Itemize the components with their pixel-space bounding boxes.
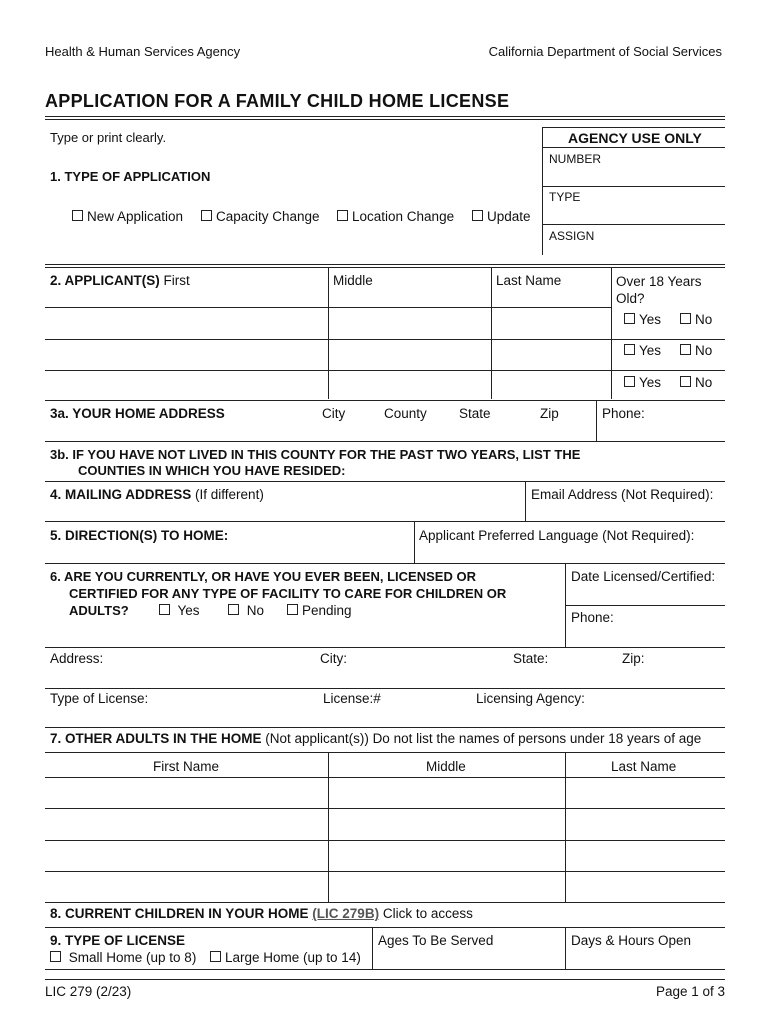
home-state-label: State bbox=[459, 406, 491, 421]
applicant-2-middle[interactable] bbox=[330, 341, 489, 368]
department-name: California Department of Social Services bbox=[488, 44, 722, 59]
over18-header: Over 18 Years Old? bbox=[616, 274, 702, 306]
section-1-label: 1. TYPE OF APPLICATION bbox=[50, 169, 211, 184]
rule-s2-top bbox=[45, 264, 725, 265]
rule-s5-top bbox=[45, 521, 725, 522]
s6-address-label: Address: bbox=[50, 651, 104, 666]
home-county-label: County bbox=[384, 406, 427, 421]
agency-number-field[interactable] bbox=[543, 168, 725, 185]
applicant-2-first[interactable] bbox=[46, 341, 326, 368]
page-number: Page 1 of 3 bbox=[655, 984, 725, 999]
s2-col-1 bbox=[328, 268, 329, 399]
section-5-label: 5. DIRECTION(S) TO HOME: bbox=[50, 528, 229, 543]
rule-3b-top bbox=[45, 441, 725, 442]
mailing-address-field[interactable] bbox=[46, 503, 523, 519]
agency-number-rule bbox=[542, 186, 725, 187]
checkbox[interactable] bbox=[337, 210, 348, 221]
section-3a-label: 3a. YOUR HOME ADDRESS bbox=[50, 406, 225, 421]
section-4-label: 4. MAILING ADDRESS (If different) bbox=[50, 487, 264, 502]
language-field[interactable] bbox=[416, 545, 724, 561]
rule-footer bbox=[45, 979, 725, 980]
rule-bottom bbox=[45, 969, 725, 970]
s6-state-label: State: bbox=[513, 651, 549, 666]
applicant-1-first[interactable] bbox=[46, 309, 326, 337]
adult-4-first[interactable] bbox=[46, 873, 326, 900]
s6-date-rule bbox=[565, 605, 725, 606]
s2-row-2 bbox=[45, 339, 725, 340]
s7-col-1 bbox=[328, 752, 329, 902]
agency-type-rule bbox=[542, 224, 725, 225]
s6-address-field[interactable] bbox=[46, 668, 724, 686]
lic-279b-link[interactable]: (LIC 279B) bbox=[312, 906, 380, 921]
s6-pending[interactable]: Pending bbox=[287, 603, 352, 618]
applicant-3-yes[interactable]: Yes bbox=[624, 375, 661, 390]
s7-row-1 bbox=[45, 777, 725, 778]
applicant-3-middle[interactable] bbox=[330, 372, 489, 398]
option-capacity-change[interactable]: Capacity Change bbox=[201, 209, 320, 224]
s7-last-header: Last Name bbox=[611, 759, 677, 774]
section-2-label: 2. APPLICANT(S) First bbox=[50, 273, 190, 288]
adult-3-first[interactable] bbox=[46, 842, 326, 869]
licensing-agency-label: Licensing Agency: bbox=[476, 691, 585, 706]
section-3b-line1: 3b. IF YOU HAVE NOT LIVED IN THIS COUNTY FOR THE PAST TWO YEARS, LIST THE bbox=[50, 447, 581, 462]
s2-col-2 bbox=[491, 268, 492, 399]
agency-assign-field[interactable] bbox=[543, 244, 725, 258]
s7-first-header: First Name bbox=[153, 759, 220, 774]
title-rule-2 bbox=[45, 119, 725, 120]
s6-city-label: City: bbox=[320, 651, 347, 666]
type-of-license-label: Type of License: bbox=[50, 691, 149, 706]
date-licensed-label: Date Licensed/Certified: bbox=[571, 569, 716, 584]
s6-license-field[interactable] bbox=[46, 708, 724, 726]
agency-assign-label: ASSIGN bbox=[549, 229, 595, 243]
s6-zip-label: Zip: bbox=[622, 651, 645, 666]
directions-field[interactable] bbox=[46, 545, 412, 561]
adult-2-middle[interactable] bbox=[330, 810, 563, 838]
checkbox[interactable] bbox=[680, 313, 691, 324]
option-update[interactable]: Update bbox=[472, 209, 531, 224]
checkbox[interactable] bbox=[680, 344, 691, 355]
checkbox[interactable] bbox=[287, 604, 298, 615]
adult-2-first[interactable] bbox=[46, 810, 326, 838]
applicant-1-last[interactable] bbox=[493, 309, 609, 337]
s2-row-1 bbox=[45, 307, 611, 308]
small-home-option[interactable]: Small Home (up to 8) bbox=[50, 950, 196, 965]
applicant-middle-header: Middle bbox=[333, 273, 373, 288]
agency-box-top bbox=[542, 127, 725, 128]
checkbox[interactable] bbox=[210, 951, 221, 962]
email-field[interactable] bbox=[527, 503, 724, 519]
applicant-2-yes[interactable]: Yes bbox=[624, 343, 661, 358]
checkbox[interactable] bbox=[680, 376, 691, 387]
section-8-label: 8. CURRENT CHILDREN IN YOUR HOME (LIC 279B) Click to access bbox=[50, 906, 473, 921]
s7-middle-header: Middle bbox=[426, 759, 466, 774]
agency-use-title: AGENCY USE ONLY bbox=[568, 130, 702, 146]
s9-col-2 bbox=[565, 927, 566, 969]
license-number-label: License:# bbox=[323, 691, 381, 706]
adult-1-last[interactable] bbox=[567, 779, 724, 806]
section-7-label: 7. OTHER ADULTS IN THE HOME (Not applicant(s)) Do not list the names of persons under 18 years of age bbox=[50, 731, 702, 746]
s4-col bbox=[525, 481, 526, 521]
adult-3-last[interactable] bbox=[567, 842, 724, 869]
rule-s6-address bbox=[45, 647, 725, 648]
agency-number-label: NUMBER bbox=[549, 152, 602, 166]
adult-4-last[interactable] bbox=[567, 873, 724, 900]
adult-3-middle[interactable] bbox=[330, 842, 563, 869]
applicant-3-first[interactable] bbox=[46, 372, 326, 398]
checkbox[interactable] bbox=[472, 210, 483, 221]
s2-row-4 bbox=[45, 400, 725, 401]
rule-s6-top bbox=[45, 563, 725, 564]
checkbox[interactable] bbox=[624, 313, 635, 324]
email-label: Email Address (Not Required): bbox=[531, 487, 714, 502]
days-hours-field[interactable] bbox=[567, 950, 724, 967]
s6-phone-field[interactable] bbox=[567, 627, 724, 645]
option-location-change[interactable]: Location Change bbox=[337, 209, 454, 224]
home-zip-label: Zip bbox=[540, 406, 559, 421]
applicant-2-last[interactable] bbox=[493, 341, 609, 368]
checkbox[interactable] bbox=[50, 951, 61, 962]
s6-no[interactable]: No bbox=[228, 603, 264, 618]
rule-s9-top bbox=[45, 927, 725, 928]
home-address-field[interactable] bbox=[46, 422, 594, 439]
date-licensed-field[interactable] bbox=[567, 586, 724, 603]
s2-row-3 bbox=[45, 370, 725, 371]
applicant-last-header: Last Name bbox=[496, 273, 562, 288]
s6-phone-label: Phone: bbox=[571, 610, 614, 625]
applicant-1-middle[interactable] bbox=[330, 309, 489, 337]
ages-served-label: Ages To Be Served bbox=[378, 933, 494, 948]
form-title: APPLICATION FOR A FAMILY CHILD HOME LICENSE bbox=[45, 91, 510, 111]
s7-row-5 bbox=[45, 902, 725, 903]
applicant-3-no[interactable]: No bbox=[680, 375, 712, 390]
agency-type-field[interactable] bbox=[543, 206, 725, 223]
large-home-option[interactable]: Large Home (up to 14) bbox=[210, 950, 361, 965]
applicant-2-no[interactable]: No bbox=[680, 343, 712, 358]
ages-served-field[interactable] bbox=[374, 950, 563, 967]
rule-s7-top bbox=[45, 727, 725, 728]
checkbox[interactable] bbox=[624, 376, 635, 387]
form-number: LIC 279 (2/23) bbox=[45, 984, 132, 999]
rule-s2-top-2 bbox=[45, 267, 725, 268]
s9-col-1 bbox=[372, 927, 373, 969]
s7-row-3 bbox=[45, 840, 725, 841]
title-rule bbox=[45, 116, 725, 117]
applicant-1-yes[interactable]: Yes bbox=[624, 312, 661, 327]
agency-name: Health & Human Services Agency bbox=[45, 44, 241, 59]
agency-box-title-rule bbox=[542, 147, 725, 148]
home-phone-field[interactable] bbox=[598, 422, 724, 439]
s5-col bbox=[414, 521, 415, 563]
checkbox[interactable] bbox=[624, 344, 635, 355]
instruction: Type or print clearly. bbox=[50, 130, 167, 145]
adult-1-middle[interactable] bbox=[330, 779, 563, 806]
agency-type-label: TYPE bbox=[549, 190, 581, 204]
checkbox[interactable] bbox=[201, 210, 212, 221]
adult-2-last[interactable] bbox=[567, 810, 724, 838]
checkbox[interactable] bbox=[72, 210, 83, 221]
section-6-line1: 6. ARE YOU CURRENTLY, OR HAVE YOU EVER BEEN, LICENSED OR bbox=[50, 569, 476, 584]
section-6-line2: CERTIFIED FOR ANY TYPE OF FACILITY TO CARE FOR CHILDREN OR bbox=[69, 586, 507, 601]
rule-s6-license bbox=[45, 688, 725, 689]
applicant-1-no[interactable]: No bbox=[680, 312, 712, 327]
home-city-label: City bbox=[322, 406, 346, 421]
rule-s4-top bbox=[45, 481, 725, 482]
s6-yes[interactable]: Yes bbox=[159, 603, 200, 618]
option-new-application[interactable]: New Application bbox=[72, 209, 183, 224]
home-phone-label: Phone: bbox=[602, 406, 645, 421]
s7-col-2 bbox=[565, 752, 566, 902]
s7-row-4 bbox=[45, 871, 725, 872]
s2-col-3 bbox=[611, 268, 612, 399]
applicant-3-last[interactable] bbox=[493, 372, 609, 398]
days-hours-label: Days & Hours Open bbox=[571, 933, 692, 948]
adult-1-first[interactable] bbox=[46, 779, 326, 806]
s7-row-2 bbox=[45, 808, 725, 809]
adult-4-middle[interactable] bbox=[330, 873, 563, 900]
checkbox[interactable] bbox=[228, 604, 239, 615]
checkbox[interactable] bbox=[159, 604, 170, 615]
section-9-label: 9. TYPE OF LICENSE bbox=[50, 933, 186, 948]
section-6-line3: ADULTS? bbox=[69, 603, 129, 618]
s3a-col bbox=[596, 400, 597, 441]
s7-rule-header bbox=[45, 752, 725, 753]
language-label: Applicant Preferred Language (Not Required): bbox=[419, 528, 695, 543]
section-3b-line2: COUNTIES IN WHICH YOU HAVE RESIDED: bbox=[78, 463, 346, 478]
